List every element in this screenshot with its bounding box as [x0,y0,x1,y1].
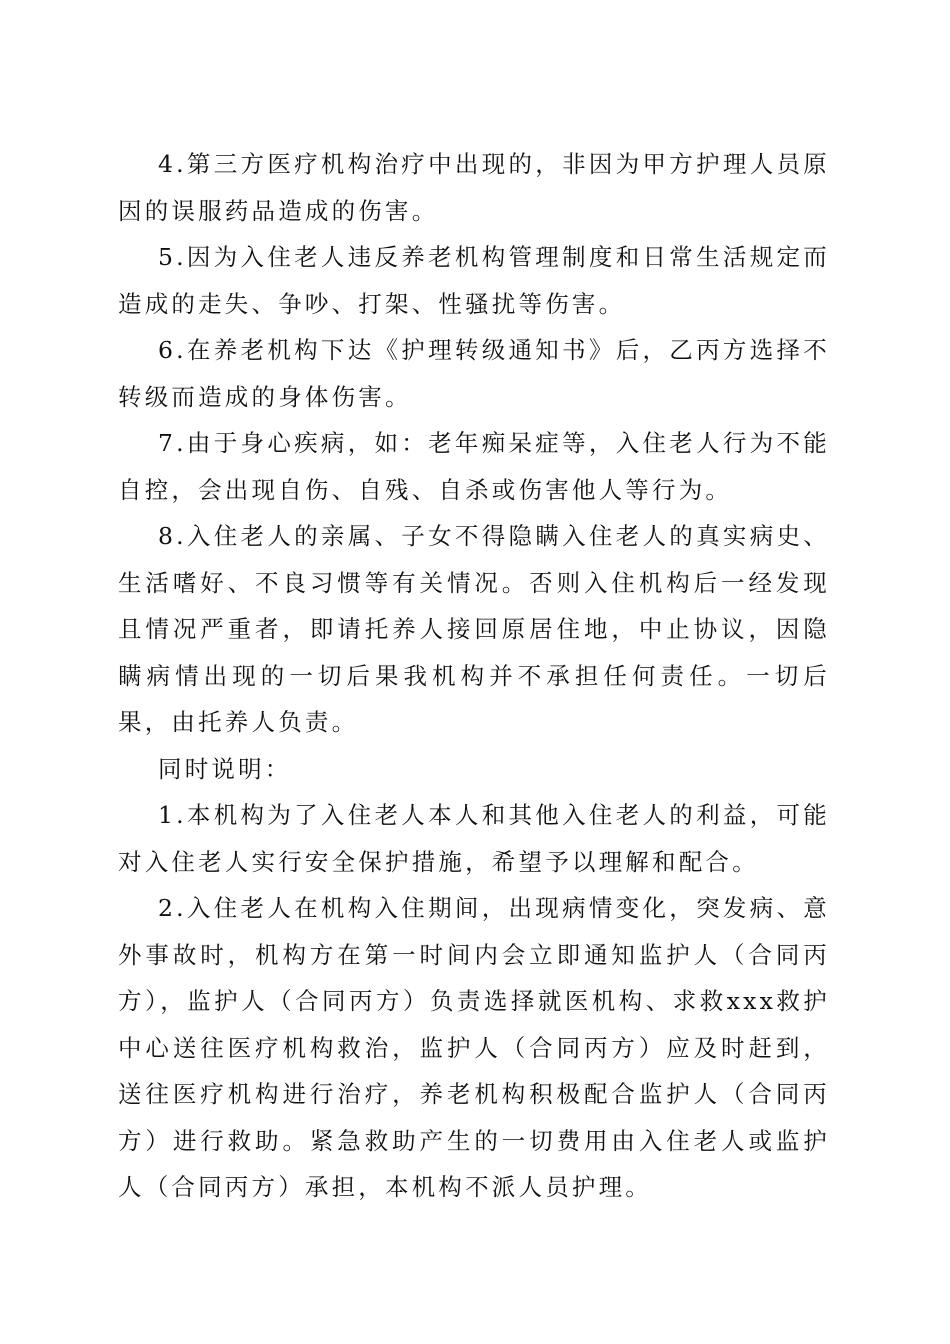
statement-heading: 同时说明： [158,754,292,783]
statement-2-paragraph: 2.入住老人在机构入住期间，出现病情变化，突发病、意外事故时，机构方在第一时间内会立即通知监护人（合同丙方），监护人（合同丙方）负责选择就医机构、求救xxx救护中心送往医疗机构救治，监护人（合同丙方）应及时赶到，送往医疗机构进行治疗，养老机构积极配合监护人（合同丙方）进行救助。紧急救助产生的一切费用由入住老人或监护人（合同丙方）承担，本机构不派人员护理。 [118,894,830,1201]
clause-7-paragraph: 7.由于身心疾病，如：老年痴呆症等，入住老人行为不能自控，会出现自伤、自残、自杀或伤害他人等行为。 [118,429,830,504]
clause-6-paragraph: 6.在养老机构下达《护理转级通知书》后，乙丙方选择不转级而造成的身体伤害。 [118,336,830,411]
clause-5-paragraph: 5.因为入住老人违反养老机构管理制度和日常生活规定而造成的走失、争吵、打架、性骚扰等伤害。 [118,243,830,318]
clause-8-paragraph: 8.入住老人的亲属、子女不得隐瞒入住老人的真实病史、生活嗜好、不良习惯等有关情况。否则入住机构后一经发现且情况严重者，即请托养人接回原居住地，中止协议，因隐瞒病情出现的一切后果我机构并不承担任何责任。一切后果，由托养人负责。 [118,522,830,736]
document-body [118,141,830,1211]
statement-1-paragraph: 1.本机构为了入住老人本人和其他入住老人的利益，可能对入住老人实行安全保护措施，希望予以理解和配合。 [118,801,830,876]
clause-4-paragraph: 4.第三方医疗机构治疗中出现的，非因为甲方护理人员原因的误服药品造成的伤害。 [118,150,830,225]
